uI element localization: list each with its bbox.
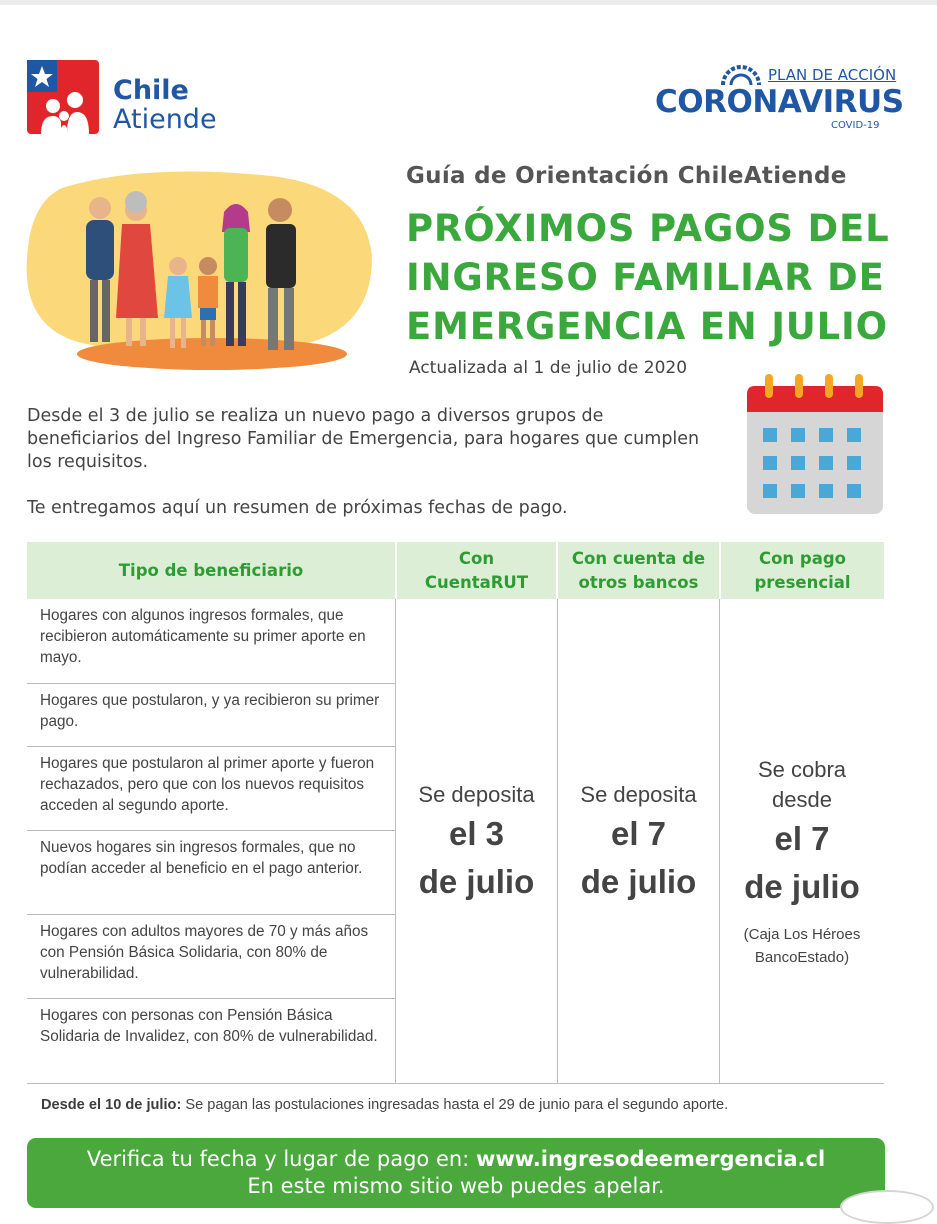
header-otros-bancos bbox=[558, 542, 719, 599]
coronavirus-label: CORONAVIRUS bbox=[655, 84, 904, 120]
header-pago-presencial bbox=[721, 542, 884, 599]
header-cuentarut-label: Con CuentaRUT bbox=[424, 548, 529, 592]
presencial-month: de julio bbox=[744, 868, 860, 905]
banner-url-link[interactable]: www.ingresodeemergencia.cl bbox=[475, 1147, 826, 1171]
payment-table bbox=[27, 542, 884, 1084]
presencial-prefix-2: desde bbox=[772, 787, 832, 812]
table-row: Hogares con algunos ingresos formales, que recibieron automáticamente su primer aporte en mayo. bbox=[27, 599, 395, 684]
presencial-prefix-1: Se cobra bbox=[757, 757, 847, 782]
chileatiende-logo bbox=[27, 60, 257, 136]
otros-bancos-prefix: Se deposita bbox=[580, 782, 697, 807]
table-row: Hogares que postularon, y ya recibieron su primer pago. bbox=[27, 684, 395, 747]
presencial-day: el 7 bbox=[774, 820, 830, 857]
intro-text bbox=[27, 405, 707, 520]
logo-word-atiende: Atiende bbox=[113, 104, 217, 135]
presencial-payment bbox=[720, 755, 884, 969]
cuentarut-month: de julio bbox=[418, 863, 535, 900]
banner-prefix: Verifica tu fecha y lugar de pago en: bbox=[86, 1147, 476, 1171]
plan-de-accion-label: PLAN DE ACCIÓN bbox=[768, 66, 897, 84]
covid-label: COVID-19 bbox=[831, 120, 880, 131]
intro-paragraph-1: Desde el 3 de julio se realiza un nuevo pago a diversos grupos de beneficiarios del Ingreso Familiar de Emergencia, para hogares que cumplen los requisitos. bbox=[27, 406, 700, 472]
header-tipo-beneficiario: Tipo de beneficiario bbox=[27, 542, 395, 599]
header-pago-presencial-label: Con pago presencial bbox=[754, 548, 851, 592]
table-row: Hogares con personas con Pensión Básica Solidaria de Invalidez, con 80% de vulnerabilidad. bbox=[40, 1007, 378, 1045]
footnote-bold: Desde el 10 de julio: bbox=[41, 1097, 182, 1113]
headline-line-2: INGRESO FAMILIAR DE bbox=[406, 256, 885, 299]
cuentarut-prefix: Se deposita bbox=[418, 782, 535, 807]
table-row: Hogares con adultos mayores de 70 y más años con Pensión Básica Solidaria, con 80% de vulnerabilidad. bbox=[27, 915, 395, 999]
presencial-note-2: BancoEstado) bbox=[754, 949, 850, 966]
updated-date: Actualizada al 1 de julio de 2020 bbox=[409, 358, 688, 378]
otros-bancos-month: de julio bbox=[580, 863, 697, 900]
footnote bbox=[41, 1097, 728, 1113]
plan-coronavirus-logo bbox=[655, 60, 904, 136]
family-illustration bbox=[22, 168, 374, 373]
banner-line-2: En este mismo sitio web puedes apelar. bbox=[247, 1174, 665, 1198]
otros-bancos-day: el 7 bbox=[610, 815, 667, 852]
footnote-text: Se pagan las postulaciones ingresadas hasta el 29 de junio para el segundo aporte. bbox=[181, 1097, 729, 1113]
top-edge bbox=[0, 0, 937, 5]
header-cuentarut bbox=[397, 542, 556, 599]
logo-word-chile: Chile bbox=[113, 75, 189, 106]
cuentarut-payment bbox=[396, 780, 557, 906]
table-bottom-border bbox=[27, 1083, 884, 1084]
headline-line-1: PRÓXIMOS PAGOS DEL bbox=[406, 207, 890, 250]
otros-bancos-payment bbox=[558, 780, 719, 906]
table-row: Hogares que postularon al primer aporte y fueron rechazados, pero que con los nuevos requisitos acceden al segundo aporte. bbox=[27, 747, 395, 831]
presencial-note-1: (Caja Los Héroes bbox=[743, 926, 861, 943]
headline-line-3: EMERGENCIA EN JULIO bbox=[406, 305, 888, 348]
guide-title: Guía de Orientación ChileAtiende bbox=[406, 163, 847, 189]
banner-line-1 bbox=[27, 1146, 885, 1173]
chileatiende-logo-icon bbox=[27, 60, 99, 134]
table-row: Nuevos hogares sin ingresos formales, que no podían acceder al beneficio en el pago anterior. bbox=[27, 831, 395, 915]
page-corner-decoration bbox=[840, 1190, 934, 1224]
cuentarut-day: el 3 bbox=[448, 815, 505, 852]
intro-paragraph-2: Te entregamos aquí un resumen de próximas fechas de pago. bbox=[27, 498, 568, 518]
calendar-icon bbox=[745, 372, 885, 516]
verification-banner bbox=[27, 1138, 885, 1208]
headline bbox=[406, 204, 896, 351]
header-otros-bancos-label: Con cuenta de otros bancos bbox=[571, 548, 706, 592]
